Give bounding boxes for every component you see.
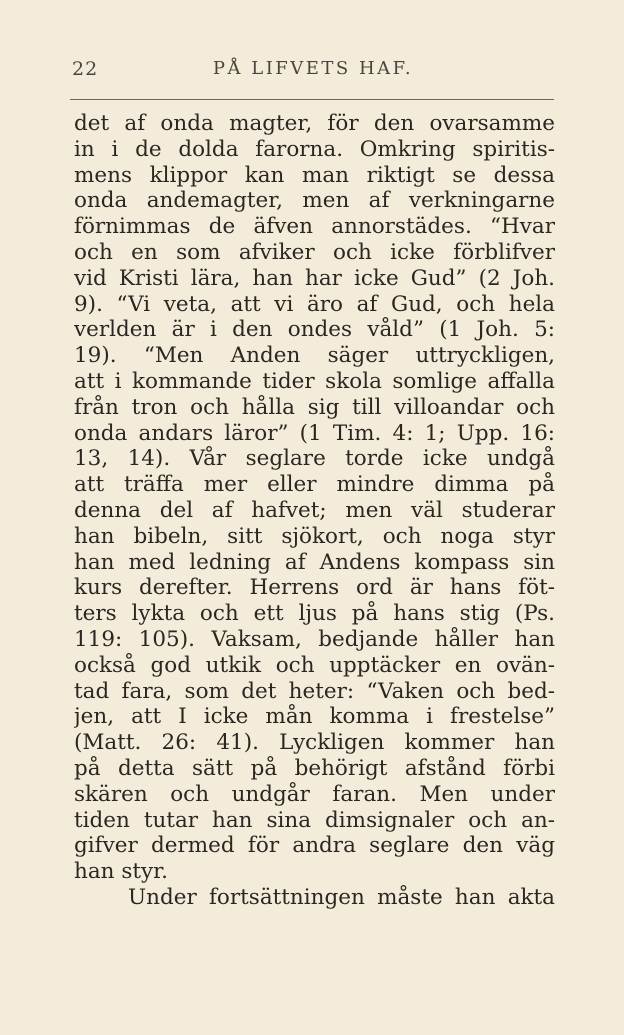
text-line: in i de dolda farorna. Omkring spiritis- [74,136,555,162]
text-line: onda andars läror” (1 Tim. 4: 1; Upp. 16: [74,420,555,446]
text-line: mens klippor kan man riktigt se dessa [74,162,555,188]
text-line: 13, 14). Vår seglare torde icke undgå [74,446,555,472]
page-number: 22 [72,58,99,80]
running-title: PÅ LIFVETS HAF. [212,58,414,79]
text-line: denna del af hafvet; men väl studerar [74,497,555,523]
text-line: (Matt. 26: 41). Lyckligen kommer han [74,730,555,756]
text-line: gifver dermed för andra seglare den väg [74,833,555,859]
text-line: han med ledning af Andens kompass sin [74,549,555,575]
header-rule [70,99,554,100]
text-line: att i kommande tider skola somlige affalla [74,368,555,394]
text-line: verlden är i den ondes våld” (1 Joh. 5: [74,317,555,343]
text-line: tiden tutar han sina dimsignaler och an- [74,807,555,833]
text-line: 9). “Vi veta, att vi äro af Gud, och hela [74,291,555,317]
text-line: på detta sätt på behörigt afstånd förbi [74,755,555,781]
text-line: 19). “Men Anden säger uttryckligen, [74,343,555,369]
text-line: det af onda magter, för den ovarsamme [74,111,555,136]
text-line: vid Kristi lära, han har icke Gud” (2 Joh. [74,265,555,291]
text-line: ters lykta och ett ljus på hans stig (Ps. [74,601,555,627]
text-line: från tron och hålla sig till villoandar och [74,394,555,420]
text-line: också god utkik och upptäcker en ovän- [74,652,555,678]
body-text [74,111,555,911]
text-line: och en som afviker och icke förblifver [74,239,555,265]
paragraph-end-line: han styr. [74,859,168,885]
text-line: jen, att I icke mån komma i frestelse” [74,704,555,730]
running-head [72,58,554,84]
text-line: 119: 105). Vaksam, bedjande håller han [74,626,555,652]
paragraph-start-line: Under fortsättningen måste han akta [128,884,555,910]
text-line: onda andemagter, men af verkningarne [74,188,555,214]
text-line: att träffa mer eller mindre dimma på [74,472,555,498]
text-line: tad fara, som det heter: “Vaken och bed- [74,678,555,704]
text-line: kurs derefter. Herrens ord är hans föt- [74,575,555,601]
text-line: förnimmas de äfven annorstädes. “Hvar [74,214,555,240]
text-line: han bibeln, sitt sjökort, och noga styr [74,523,555,549]
text-line: skären och undgår faran. Men under [74,781,555,807]
